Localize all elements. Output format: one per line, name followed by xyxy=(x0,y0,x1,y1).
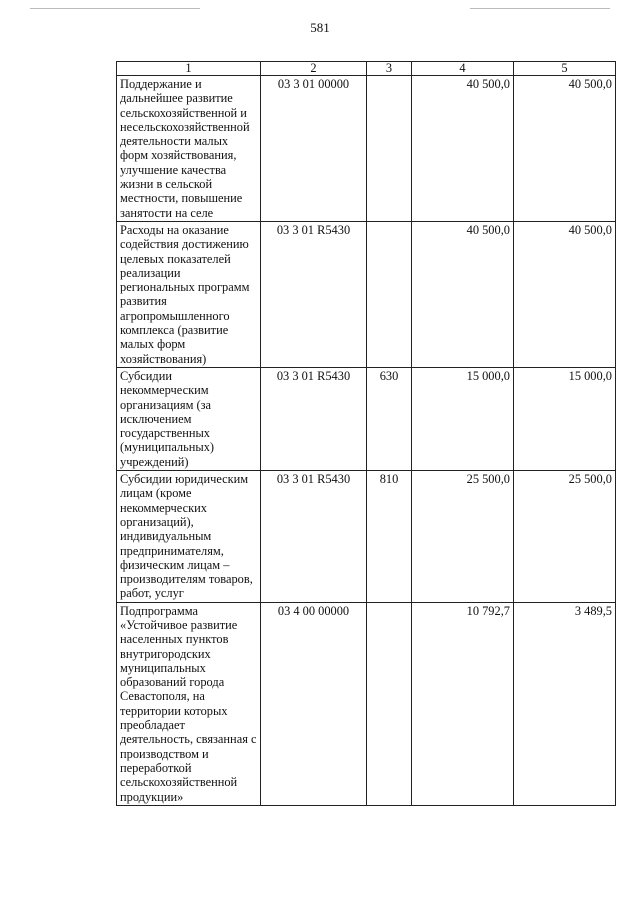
row-code: 03 3 01 R5430 xyxy=(261,471,367,603)
row-sum-2: 15 000,0 xyxy=(514,367,616,470)
table-row xyxy=(117,367,616,470)
table-row xyxy=(117,76,616,222)
row-kvr xyxy=(367,76,412,222)
row-kvr: 630 xyxy=(367,367,412,470)
row-name: Поддержание и дальнейшее развитие сельскохозяйственной и несельскохозяйственной деятельности малых форм хозяйствования, улучшение качества жизни в сельской местности, повышение занятости на селе xyxy=(117,76,261,222)
scan-artifact-line xyxy=(470,8,610,9)
row-sum-2: 25 500,0 xyxy=(514,471,616,603)
budget-table xyxy=(116,61,616,806)
page-number: 581 xyxy=(310,20,330,35)
table-row xyxy=(117,471,616,603)
header-col-4: 4 xyxy=(412,62,514,76)
header-col-5: 5 xyxy=(514,62,616,76)
header-col-3: 3 xyxy=(367,62,412,76)
row-sum-1: 25 500,0 xyxy=(412,471,514,603)
header-col-2: 2 xyxy=(261,62,367,76)
row-sum-2: 40 500,0 xyxy=(514,221,616,367)
scan-artifact-line xyxy=(30,8,200,9)
row-sum-2: 3 489,5 xyxy=(514,602,616,805)
row-kvr xyxy=(367,221,412,367)
header-row xyxy=(117,62,616,76)
row-name: Субсидии некоммерческим организациям (за исключением государственных (муниципальных) учреждений) xyxy=(117,367,261,470)
row-code: 03 3 01 00000 xyxy=(261,76,367,222)
row-sum-1: 10 792,7 xyxy=(412,602,514,805)
row-sum-1: 15 000,0 xyxy=(412,367,514,470)
row-kvr xyxy=(367,602,412,805)
row-name: Субсидии юридическим лицам (кроме некоммерческих организаций), индивидуальным предпринимателям, физическим лицам – производителям товаров, работ, услуг xyxy=(117,471,261,603)
row-name: Подпрограмма «Устойчивое развитие населенных пунктов внутригородских муниципальных образований города Севастополя, на территории которых преобладает деятельность, связанная с производством и переработкой сельскохозяйственной продукции» xyxy=(117,602,261,805)
row-sum-1: 40 500,0 xyxy=(412,76,514,222)
table-row xyxy=(117,602,616,805)
row-code: 03 4 00 00000 xyxy=(261,602,367,805)
row-name: Расходы на оказание содействия достижению целевых показателей реализации региональных программ развития агропромышленного комплекса (развитие малых форм хозяйствования) xyxy=(117,221,261,367)
table-row xyxy=(117,221,616,367)
row-sum-2: 40 500,0 xyxy=(514,76,616,222)
row-kvr: 810 xyxy=(367,471,412,603)
row-code: 03 3 01 R5430 xyxy=(261,221,367,367)
header-col-1: 1 xyxy=(117,62,261,76)
row-sum-1: 40 500,0 xyxy=(412,221,514,367)
row-code: 03 3 01 R5430 xyxy=(261,367,367,470)
